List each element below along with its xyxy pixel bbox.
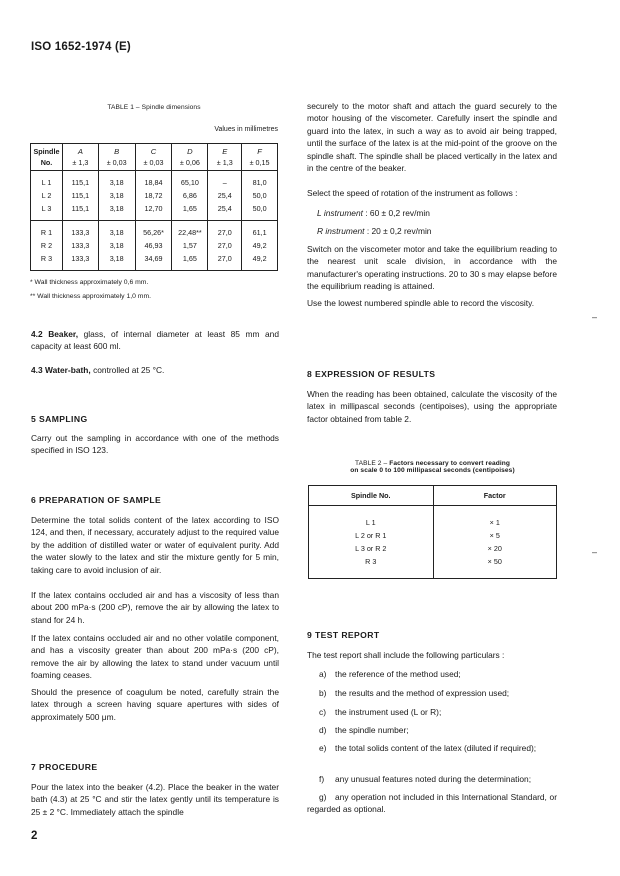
table-row — [309, 555, 557, 579]
section-9-intro: The test report shall include the following particulars : — [307, 650, 505, 660]
table1-header-cell — [208, 144, 242, 171]
table-cell: 133,3 — [62, 239, 98, 252]
text-span: any operation not included in this International Standard, or regarded as optional. — [307, 792, 557, 815]
list-item-label: e) — [319, 743, 327, 753]
table-cell: 115,1 — [62, 202, 98, 221]
clause-4-3-text: controlled at 25 °C. — [93, 365, 165, 375]
table-cell: L 2 — [31, 189, 63, 202]
text-span: F — [257, 147, 262, 156]
table1-header-cell — [135, 144, 172, 171]
table2-header-row — [309, 486, 557, 506]
speed-selection-text: Select the speed of rotation of the instrument as follows : — [307, 188, 518, 198]
table-cell: 3,18 — [98, 202, 135, 221]
table1-footnote-2: ** Wall thickness approximately 1,0 mm. — [30, 293, 151, 300]
table-cell: R 3 — [31, 252, 63, 271]
document-standard-id: ISO 1652-1974 (E) — [31, 41, 131, 53]
table1-caption — [30, 104, 278, 111]
section-8-text: When the reading has been obtained, calculate the viscosity of the latex in millipascal seconds (centipoises), using the appropriate factor obtained from table 2. — [307, 389, 557, 424]
table1-caption-text: TABLE 1 – Spindle dimensions — [107, 104, 201, 111]
section-5-text: Carry out the sampling in accordance with one of the methods specified in ISO 123. — [31, 433, 279, 456]
list-item-label: b) — [319, 688, 327, 698]
text-span: any unusual features noted during the determination; — [335, 774, 532, 784]
table-row — [31, 171, 278, 190]
text-span: ± 0,06 — [179, 158, 200, 167]
switch-on-text: Switch on the viscometer motor and take the equilibrium reading to the nearest unit scale division, in accordance with the manufacturer's operating instructions. 20 to 30 s may elapse before the equilibrium reading is attained. — [307, 244, 557, 292]
text-span: the results and the method of expression used; — [335, 688, 510, 698]
text-span: Spindle — [33, 147, 60, 156]
table-cell: 81,0 — [242, 171, 278, 190]
table-cell: 3,18 — [98, 171, 135, 190]
table-cell: 22,48** — [172, 221, 208, 240]
table-cell: × 5 — [433, 529, 557, 542]
text-span: the total solids content of the latex (diluted if required); — [335, 743, 537, 753]
table-cell: 65,10 — [172, 171, 208, 190]
table-cell: 1,65 — [172, 202, 208, 221]
list-item-label: d) — [319, 725, 327, 735]
margin-mark: – — [592, 312, 598, 322]
conversion-factor-table — [308, 485, 557, 579]
table-cell: 3,18 — [98, 189, 135, 202]
text-span: ± 1,3 — [216, 158, 233, 167]
table-cell: 27,0 — [208, 239, 242, 252]
speed-r-label: R instrument — [317, 226, 365, 236]
table-cell: 133,3 — [62, 252, 98, 271]
clause-4-2-text: glass, of internal diameter at least 85 mm and capacity at least 600 ml. — [31, 329, 279, 352]
page-number: 2 — [31, 830, 38, 842]
table-cell: 115,1 — [62, 171, 98, 190]
section-7-heading: 7 PROCEDURE — [31, 762, 98, 772]
table-cell: 3,18 — [98, 239, 135, 252]
speed-r-instrument — [317, 225, 557, 237]
text-span: ± 0,03 — [106, 158, 127, 167]
table-cell: 115,1 — [62, 189, 98, 202]
table1-units: Values in millimetres — [214, 126, 278, 133]
table2-caption-prefix: TABLE 2 – — [354, 460, 388, 467]
section-8-heading: 8 EXPRESSION OF RESULTS — [307, 369, 436, 379]
table-cell: 27,0 — [208, 252, 242, 271]
section-5-heading: 5 SAMPLING — [31, 414, 88, 424]
table-cell: × 1 — [433, 506, 557, 530]
table-row — [31, 239, 278, 252]
table-cell: 6,86 — [172, 189, 208, 202]
table-cell: 25,4 — [208, 189, 242, 202]
table-cell: 56,26* — [135, 221, 172, 240]
table-cell: L 2 or R 1 — [309, 529, 434, 542]
text-span: the spindle number; — [335, 725, 409, 735]
section-7-text: Pour the latex into the beaker (4.2). Place the beaker in the water bath (4.3) at 25 °C and stir the latex gently until its temperature is 25 ± 2 °C. Immediately attach the spindle — [31, 782, 279, 817]
speed-l-value: : 60 ± 0,2 rev/min — [365, 208, 430, 218]
table-cell: 133,3 — [62, 221, 98, 240]
list-item-label: g) — [319, 792, 327, 802]
margin-mark: – — [592, 547, 598, 557]
text-span: E — [222, 147, 228, 156]
table-cell: L 1 — [309, 506, 434, 530]
table-cell: 27,0 — [208, 221, 242, 240]
speed-l-instrument — [317, 207, 557, 219]
clause-4-3 — [31, 364, 279, 376]
section-6-paragraph-4: Should the presence of coagulum be noted, carefully strain the latex through a screen having square apertures with sides of approximately 500 μm. — [31, 687, 279, 722]
list-item — [307, 791, 557, 816]
table-cell: 61,1 — [242, 221, 278, 240]
table2-caption — [308, 460, 557, 474]
list-item — [307, 706, 557, 718]
section-6-paragraph-1: Determine the total solids content of the latex according to ISO 124, and then, if necessary, accurately adjust to the required value by the addition of distilled water or water of equivalent purity. Add the water slowly to the latex and stir the mixture gently for 5 min, taking care to avoid inclusion of air. — [31, 515, 279, 575]
table-cell: 25,4 — [208, 202, 242, 221]
table-row — [31, 252, 278, 271]
list-item — [307, 742, 557, 754]
clause-4-2 — [31, 328, 279, 353]
list-item — [307, 668, 557, 680]
list-item-label: c) — [319, 707, 326, 717]
text-span: ± 0,15 — [249, 158, 270, 167]
text-span: ± 1,3 — [72, 158, 89, 167]
table-cell: 50,0 — [242, 189, 278, 202]
table1-header-cell — [242, 144, 278, 171]
section-6-heading: 6 PREPARATION OF SAMPLE — [31, 495, 162, 505]
text-span: D — [187, 147, 193, 156]
table-cell: 46,93 — [135, 239, 172, 252]
table-cell: × 20 — [433, 542, 557, 555]
table-cell: 18,84 — [135, 171, 172, 190]
text-span: the reference of the method used; — [335, 669, 461, 679]
spindle-dimensions-table — [30, 143, 278, 271]
table1-header-cell — [31, 144, 63, 171]
speed-l-label: L instrument — [317, 208, 363, 218]
table-row — [31, 189, 278, 202]
table-cell: 1,57 — [172, 239, 208, 252]
table-cell: L 3 or R 2 — [309, 542, 434, 555]
section-6-paragraph-3: If the latex contains occluded air and no other volatile component, and has a viscosity greater than about 200 mPa·s (200 cP), remove the air by allowing the latex to stand under vacuum until foaming ceases. — [31, 633, 279, 681]
spindle-usage-text: Use the lowest numbered spindle able to record the viscosity. — [307, 298, 535, 308]
table2-header-cell: Spindle No. — [309, 486, 434, 506]
table-cell: R 2 — [31, 239, 63, 252]
table-row — [309, 506, 557, 530]
list-item — [307, 724, 557, 736]
table-cell: 3,18 — [98, 221, 135, 240]
procedure-continuation: securely to the motor shaft and attach the guard securely to the motor housing of the viscometer. Carefully insert the spindle and guard into the latex, in such a way as to avoid air being trapped, until the surface of the latex is at the mid-point of the groove on the spindle shaft. The spindle shall be placed vertically in the latex and in the centre of the beaker. — [307, 101, 557, 174]
table1-header-cell — [172, 144, 208, 171]
table-cell: 49,2 — [242, 239, 278, 252]
table-row — [309, 529, 557, 542]
section-6-paragraph-2: If the latex contains occluded air and has a viscosity of less than about 200 mPa·s (200 cP), remove the air by allowing the latex to stand for 24 h. — [31, 590, 279, 625]
list-item-label: f) — [319, 774, 325, 784]
table-cell: 3,18 — [98, 252, 135, 271]
table1-header-cell — [98, 144, 135, 171]
text-span: A — [77, 147, 83, 156]
text-span: ± 0,03 — [143, 158, 164, 167]
table-row — [309, 542, 557, 555]
list-item — [307, 687, 557, 699]
table-cell: × 50 — [433, 555, 557, 579]
section-9-heading: 9 TEST REPORT — [307, 630, 380, 640]
table-cell: L 3 — [31, 202, 63, 221]
table-cell: L 1 — [31, 171, 63, 190]
speed-r-value: : 20 ± 0,2 rev/min — [366, 226, 432, 236]
table-cell: 12,70 — [135, 202, 172, 221]
table-cell: R 1 — [31, 221, 63, 240]
table-cell: 50,0 — [242, 202, 278, 221]
list-item — [307, 773, 557, 785]
clause-4-3-label: 4.3 Water-bath, — [31, 365, 91, 375]
text-span: B — [114, 147, 120, 156]
text-span: No. — [40, 158, 53, 167]
text-span: the instrument used (L or R); — [335, 707, 442, 717]
clause-4-2-label: 4.2 Beaker, — [31, 329, 79, 339]
table-row — [31, 221, 278, 240]
table-cell: – — [208, 171, 242, 190]
table2-caption-line2: on scale 0 to 100 millipascal seconds (centipoises) — [350, 467, 515, 474]
table-cell: 18,72 — [135, 189, 172, 202]
table-cell: 34,69 — [135, 252, 172, 271]
text-span: C — [150, 147, 157, 156]
table1-header-cell — [62, 144, 98, 171]
table2-header-cell: Factor — [433, 486, 557, 506]
table-row — [31, 202, 278, 221]
table-cell: 1,65 — [172, 252, 208, 271]
table1-header-row — [31, 144, 278, 171]
table-cell: 49,2 — [242, 252, 278, 271]
table-cell: R 3 — [309, 555, 434, 579]
table1-footnote-1: * Wall thickness approximately 0,6 mm. — [30, 279, 149, 286]
list-item-label: a) — [319, 669, 327, 679]
table2-caption-bold: Factors necessary to convert reading — [389, 460, 511, 467]
